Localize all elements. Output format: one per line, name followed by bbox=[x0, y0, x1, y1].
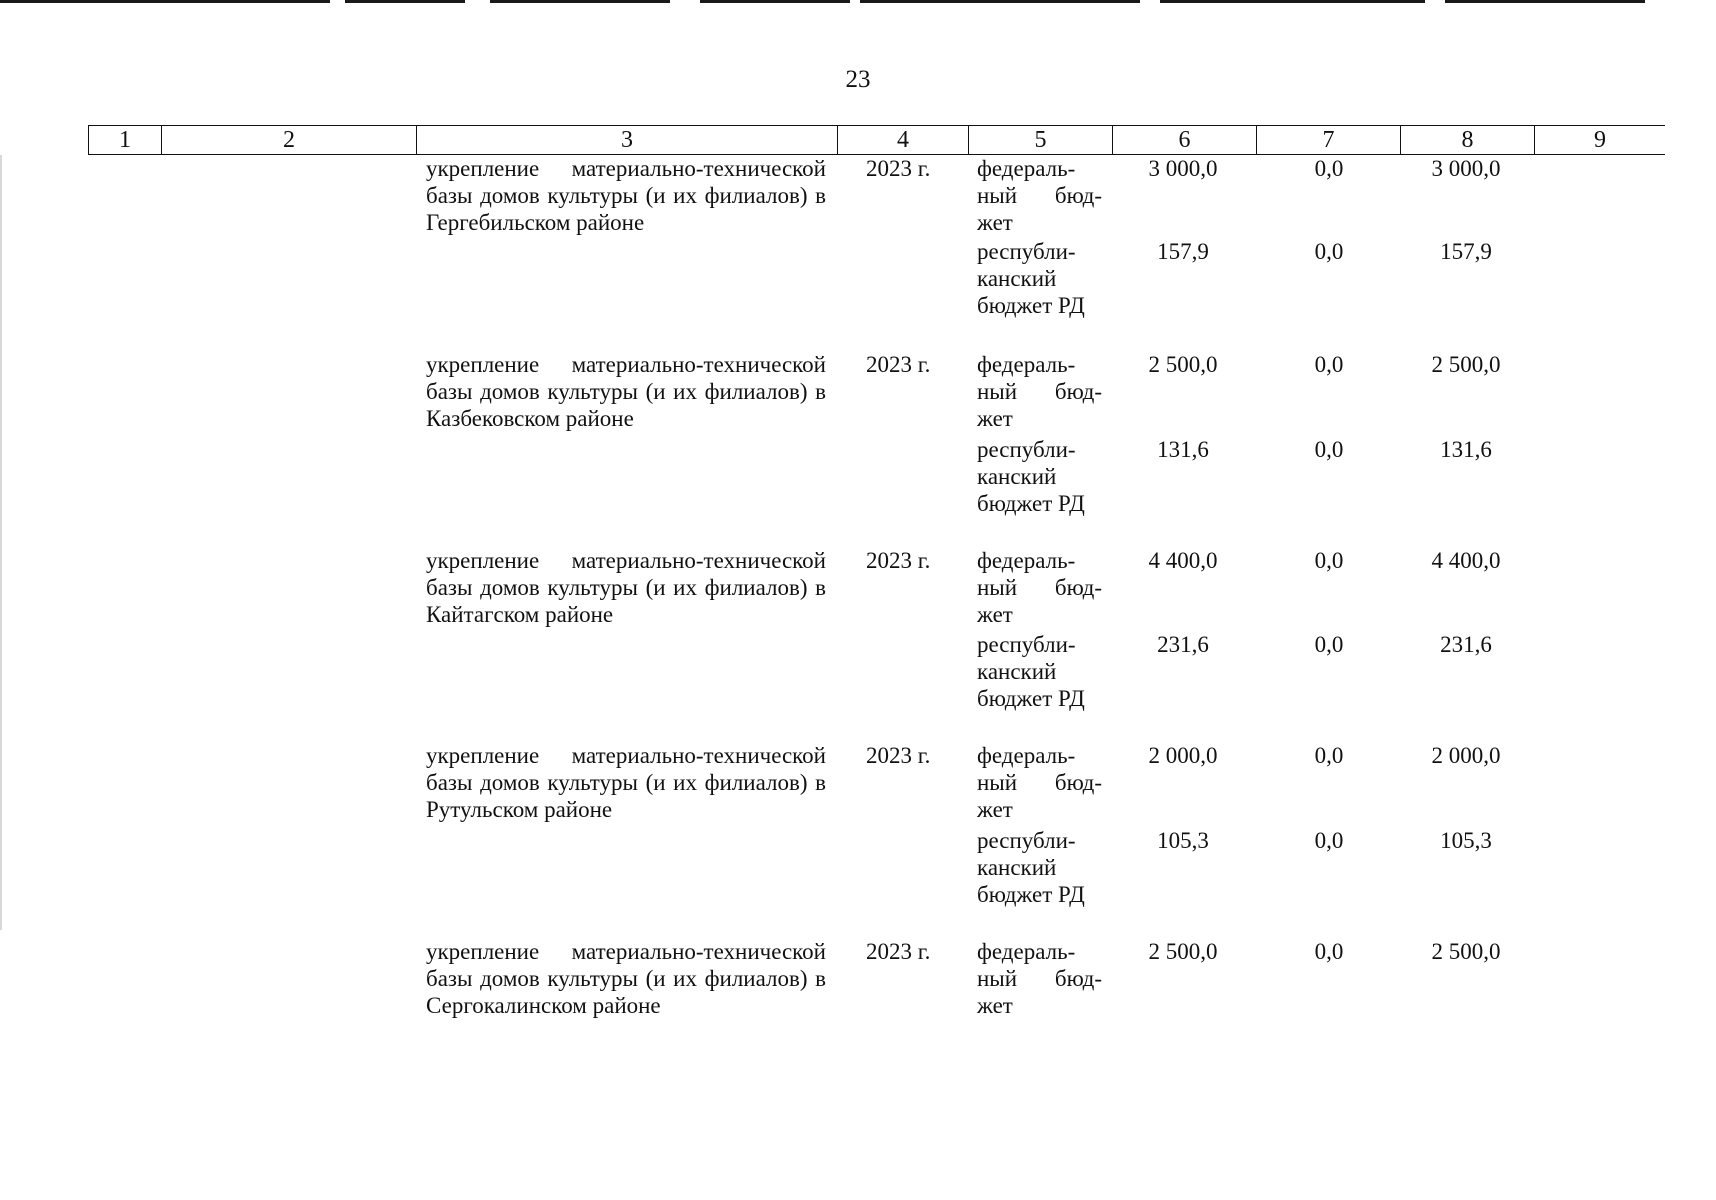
source-line: федераль- bbox=[977, 548, 1076, 573]
header-col-3: 3 bbox=[416, 126, 837, 154]
row-description bbox=[426, 351, 826, 432]
page-number: 23 bbox=[845, 66, 871, 93]
source-line: жет bbox=[977, 210, 1013, 235]
source-line: федераль- bbox=[977, 743, 1076, 768]
source-line: республи- bbox=[977, 437, 1076, 462]
value-col-8: 2 500,0 bbox=[1431, 939, 1501, 964]
page-left-edge bbox=[0, 155, 2, 930]
source-republic bbox=[977, 827, 1102, 908]
value-col-7: 0,0 bbox=[1314, 156, 1344, 181]
source-line: бюджет РД bbox=[977, 686, 1085, 711]
header-col-1: 1 bbox=[88, 126, 161, 154]
source-line: канский bbox=[977, 855, 1057, 880]
top-edge-rule bbox=[490, 0, 670, 3]
row-description bbox=[426, 547, 826, 628]
value-col-8: 131,6 bbox=[1440, 437, 1492, 462]
source-federal bbox=[977, 742, 1102, 823]
header-col-8: 8 bbox=[1400, 126, 1534, 154]
description-text: базы домов культуры (и их филиалов) в Сергокалинском районе bbox=[426, 966, 826, 1018]
source-line: ный бюд- bbox=[977, 770, 1102, 795]
description-text: базы домов культуры (и их филиалов) в Рутульском районе bbox=[426, 770, 826, 822]
row-description bbox=[426, 938, 826, 1019]
value-col-6: 157,9 bbox=[1157, 239, 1209, 264]
header-col-7: 7 bbox=[1256, 126, 1400, 154]
value-col-6: 3 000,0 bbox=[1148, 156, 1218, 181]
value-col-7: 0,0 bbox=[1314, 548, 1344, 573]
value-col-8: 157,9 bbox=[1440, 239, 1492, 264]
value-col-6: 105,3 bbox=[1157, 828, 1209, 853]
value-col-8: 231,6 bbox=[1440, 632, 1492, 657]
source-line: республи- bbox=[977, 632, 1076, 657]
value-col-8: 105,3 bbox=[1440, 828, 1492, 853]
description-line: укрепление материально-технической bbox=[426, 743, 826, 768]
row-year: 2023 г. bbox=[866, 352, 931, 377]
row-description bbox=[426, 742, 826, 823]
value-col-6: 231,6 bbox=[1157, 632, 1209, 657]
source-line: канский bbox=[977, 464, 1057, 489]
row-description bbox=[426, 155, 826, 236]
value-col-8: 3 000,0 bbox=[1431, 156, 1501, 181]
value-col-6: 2 000,0 bbox=[1148, 743, 1218, 768]
header-col-4: 4 bbox=[837, 126, 968, 154]
source-line: федераль- bbox=[977, 352, 1076, 377]
source-line: федераль- bbox=[977, 939, 1076, 964]
source-line: ный бюд- bbox=[977, 966, 1102, 991]
source-line: бюджет РД bbox=[977, 293, 1085, 318]
table-header-row bbox=[88, 125, 1665, 155]
source-line: ный бюд- bbox=[977, 379, 1102, 404]
top-edge-rule bbox=[1445, 0, 1645, 3]
row-year: 2023 г. bbox=[866, 548, 931, 573]
row-year: 2023 г. bbox=[866, 156, 931, 181]
value-col-7: 0,0 bbox=[1314, 743, 1344, 768]
source-line: федераль- bbox=[977, 156, 1076, 181]
source-line: жет bbox=[977, 797, 1013, 822]
header-col-2: 2 bbox=[161, 126, 416, 154]
source-line: бюджет РД bbox=[977, 491, 1085, 516]
row-year: 2023 г. bbox=[866, 939, 931, 964]
source-line: канский bbox=[977, 659, 1057, 684]
source-line: ный бюд- bbox=[977, 183, 1102, 208]
top-edge-rule bbox=[700, 0, 850, 3]
header-col-9: 9 bbox=[1534, 126, 1665, 154]
description-line: укрепление материально-технической bbox=[426, 352, 826, 377]
value-col-7: 0,0 bbox=[1314, 437, 1344, 462]
value-col-7: 0,0 bbox=[1314, 239, 1344, 264]
source-line: канский bbox=[977, 266, 1057, 291]
source-federal bbox=[977, 351, 1102, 432]
description-text: базы домов культуры (и их филиалов) в Гергебильском районе bbox=[426, 183, 826, 235]
value-col-8: 2 000,0 bbox=[1431, 743, 1501, 768]
top-edge-rule bbox=[345, 0, 465, 3]
source-line: жет bbox=[977, 602, 1013, 627]
source-republic bbox=[977, 238, 1102, 319]
header-col-5: 5 bbox=[968, 126, 1112, 154]
header-col-6: 6 bbox=[1112, 126, 1256, 154]
source-federal bbox=[977, 938, 1102, 1019]
top-edge-rule bbox=[860, 0, 1140, 3]
value-col-8: 4 400,0 bbox=[1431, 548, 1501, 573]
source-federal bbox=[977, 547, 1102, 628]
top-edge-rule bbox=[0, 0, 330, 3]
value-col-6: 4 400,0 bbox=[1148, 548, 1218, 573]
source-federal bbox=[977, 155, 1102, 236]
value-col-6: 2 500,0 bbox=[1148, 939, 1218, 964]
value-col-7: 0,0 bbox=[1314, 632, 1344, 657]
value-col-7: 0,0 bbox=[1314, 352, 1344, 377]
source-line: жет bbox=[977, 993, 1013, 1018]
value-col-6: 2 500,0 bbox=[1148, 352, 1218, 377]
description-line: укрепление материально-технической bbox=[426, 548, 826, 573]
source-republic bbox=[977, 631, 1102, 712]
value-col-8: 2 500,0 bbox=[1431, 352, 1501, 377]
source-line: бюджет РД bbox=[977, 882, 1085, 907]
description-line: укрепление материально-технической bbox=[426, 939, 826, 964]
value-col-7: 0,0 bbox=[1314, 828, 1344, 853]
description-text: базы домов культуры (и их филиалов) в Казбековском районе bbox=[426, 379, 826, 431]
value-col-7: 0,0 bbox=[1314, 939, 1344, 964]
source-line: жет bbox=[977, 406, 1013, 431]
description-text: базы домов культуры (и их филиалов) в Кайтагском районе bbox=[426, 575, 826, 627]
description-line: укрепление материально-технической bbox=[426, 156, 826, 181]
source-republic bbox=[977, 436, 1102, 517]
source-line: республи- bbox=[977, 239, 1076, 264]
value-col-6: 131,6 bbox=[1157, 437, 1209, 462]
row-year: 2023 г. bbox=[866, 743, 931, 768]
source-line: республи- bbox=[977, 828, 1076, 853]
top-edge-rule bbox=[1160, 0, 1425, 3]
source-line: ный бюд- bbox=[977, 575, 1102, 600]
